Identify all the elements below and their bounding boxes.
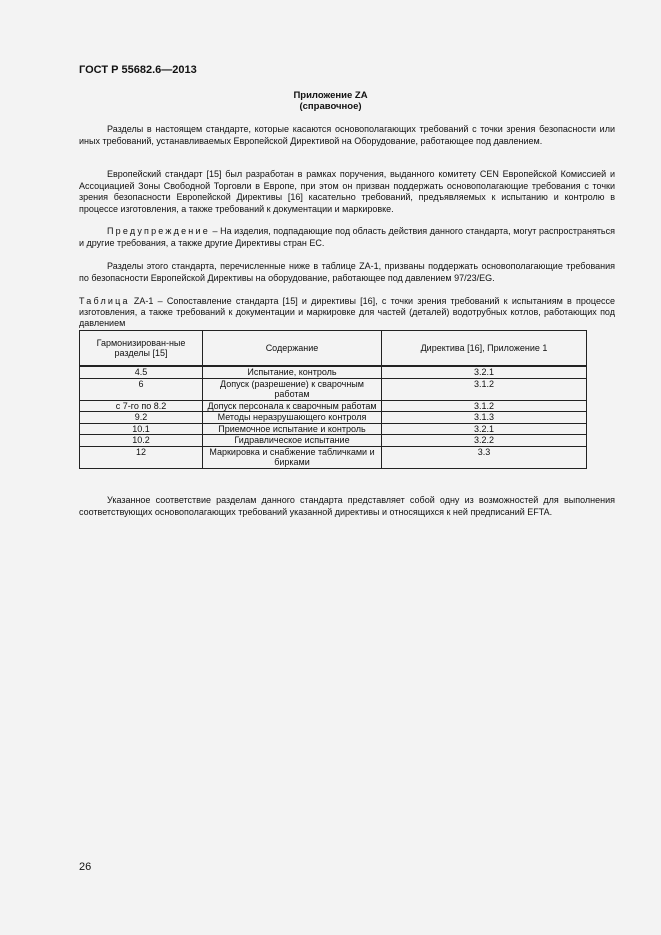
cell-directive: 3.2.1 (382, 423, 587, 435)
cell-directive: 3.2.1 (382, 366, 587, 378)
cell-section: 10.2 (80, 435, 203, 447)
cell-section: 9.2 (80, 412, 203, 424)
paragraph-4 (79, 495, 615, 518)
cell-section: 12 (80, 446, 203, 468)
appendix-heading (0, 90, 661, 112)
table-row (80, 400, 587, 412)
cell-content: Допуск персонала к сварочным работам (203, 400, 382, 412)
paragraph-2 (79, 169, 615, 215)
cell-content: Методы неразрушающего контроля (203, 412, 382, 424)
cell-content: Гидравлическое испытание (203, 435, 382, 447)
paragraph-3-text: Разделы этого стандарта, перечисленные ниже в таблице ZA-1, призваны поддержать основополагающие требования по безопасности Европейской Директивы на оборудование, работающее под давлением 97/23/EG. (79, 261, 615, 283)
standard-header: ГОСТ Р 55682.6—2013 (79, 64, 197, 76)
comparison-table (79, 330, 587, 469)
cell-content: Испытание, контроль (203, 366, 382, 378)
header-sections: Гармонизирован-ные разделы [15] (80, 331, 203, 367)
warning-label: Предупреждение (107, 226, 210, 236)
paragraph-1-text: Разделы в настоящем стандарте, которые касаются основополагающих требований с точки зрения безопасности или иных требований, устанавливаемых Европейской Директивой на Оборудование, работающее под давлением. (79, 124, 615, 146)
warning-text: – На изделия, подпадающие под область действия данного стандарта, могут распространяться и другие требования, а также другие Директивы стран ЕС. (79, 226, 615, 248)
header-directive: Директива [16], Приложение 1 (382, 331, 587, 367)
header-content: Содержание (203, 331, 382, 367)
paragraph-4-text: Указанное соответствие разделам данного стандарта представляет собой одну из возможностей для выполнения соответствующих основополагающих требований указанной директивы и относящихся к ней предписаний EFTA. (79, 495, 615, 517)
table-header-row (80, 331, 587, 367)
cell-directive: 3.3 (382, 446, 587, 468)
cell-directive: 3.1.2 (382, 400, 587, 412)
paragraph-1 (79, 124, 615, 147)
cell-directive: 3.2.2 (382, 435, 587, 447)
cell-content: Маркировка и снабжение табличками и бирками (203, 446, 382, 468)
table-row (80, 366, 587, 378)
paragraph-3 (79, 261, 615, 284)
paragraph-2-text: Европейский стандарт [15] был разработан в рамках поручения, выданного комитету CEN Европейской Комиссией и Ассоциацией Зоны Свободной Торговли в Европе, при этом он призван поддержать основополагающие требования с точки зрения безопасности Европейской Директивы [16] касательно требований, предъявляемых к испытанию и контролю в процессе изготовления, а также требований к документации и маркировке. (79, 169, 615, 214)
warning-note (79, 226, 615, 249)
cell-section: 10.1 (80, 423, 203, 435)
cell-directive: 3.1.2 (382, 378, 587, 400)
cell-section: с 7-го по 8.2 (80, 400, 203, 412)
table-row (80, 378, 587, 400)
cell-section: 6 (80, 378, 203, 400)
cell-content: Приемочное испытание и контроль (203, 423, 382, 435)
table-caption-label: Таблица (79, 296, 130, 306)
table-caption-text: ZA-1 – Сопоставление стандарта [15] и директивы [16], с точки зрения требований к испытаниям в процессе изготовления, а также требований к документации и маркировке для частей (деталей) водотрубных котлов, работающих под давлением (79, 296, 615, 328)
cell-section: 4.5 (80, 366, 203, 378)
table-row (80, 435, 587, 447)
table-row (80, 446, 587, 468)
table-caption (79, 296, 615, 329)
table-row (80, 412, 587, 424)
cell-content: Допуск (разрешение) к сварочным работам (203, 378, 382, 400)
cell-directive: 3.1.3 (382, 412, 587, 424)
appendix-subtitle: (справочное) (299, 101, 362, 112)
table-row (80, 423, 587, 435)
page-number: 26 (79, 861, 92, 873)
appendix-title: Приложение ZA (293, 90, 368, 101)
